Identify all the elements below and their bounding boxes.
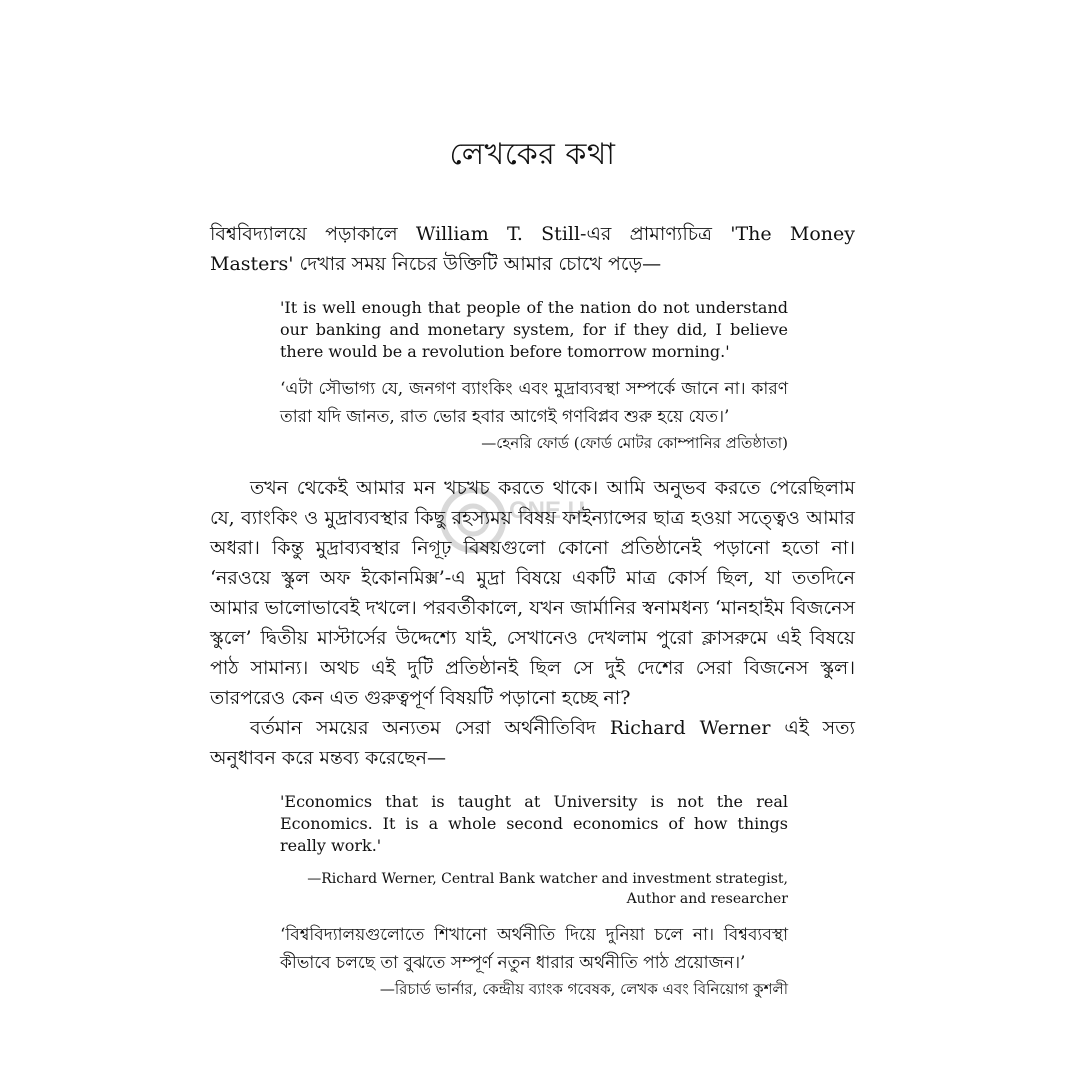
watermark-text: ONE U (509, 497, 585, 524)
body-paragraph-3: বর্তমান সময়ের অন্যতম সেরা অর্থনীতিবিদ Richard Werner এই সত্য অনুধাবন করে মন্তব্য করেছেন— (210, 717, 855, 769)
body-paragraph-2: তখন থেকেই আমার মন খচখচ করতে থাকে। আমি অনুভব করতে পেরেছিলাম যে, ব্যাংকিং ও মুদ্রাব্যবস্থার কিছু রহস্যময় বিষয় ফাইন্যান্সের ছাত্র হওয়া সত্ত্বেও আমার অধরা। কিন্তু মুদ্রাব্যবস্থার নিগূঢ় বিষয়গুলো কোনো প্রতিষ্ঠানেই পড়ানো হতো না। ‘নরওয়ে স্কুল অফ ইকোনমিক্স’-এ মুদ্রা বিষয়ে একটি মাত্র কোর্স ছিল, যা ততদিনে আমার ভালোভাবেই দখলে। পরবর্তীকালে, যখন জার্মানির স্বনামধন্য ‘মানহাইম বিজনেস স্কুলে’ দ্বিতীয় মাস্টার্সের উদ্দেশ্যে যাই, সেখানেও দেখলাম পুরো ক্লাসরুমে এই বিষয়ে পাঠ সামান্য। অথচ এই দুটি প্রতিষ্ঠানই ছিল সে দুই দেশের সেরা বিজনেস স্কুল। তারপরেও কেন এত গুরুত্বপূর্ণ বিষয়টি পড়ানো হচ্ছে না? (210, 477, 855, 709)
quote-attribution: —হেনরি ফোর্ড (ফোর্ড মোটর কোম্পানির প্রতিষ্ঠাতা) (481, 434, 788, 452)
werner-quote-attribution-bangla: —রিচার্ড ভার্নার, কেন্দ্রীয় ব্যাংক গবেষক, লেখক এবং বিনিয়োগ কুশলী (379, 980, 788, 998)
werner-quote-english: 'Economics that is taught at University is not the real Economics. It is a whole second economics of how things really work.' (280, 792, 788, 855)
page-title: লেখকের কথা (449, 137, 616, 172)
quote-bangla: ‘এটা সৌভাগ্য যে, জনগণ ব্যাংকিং এবং মুদ্রাব্যবস্থা সম্পর্কে জানে না। কারণ তারা যদি জানত, রাত ভোর হবার আগেই গণবিপ্লব শুরু হয়ে যেত।’ (280, 379, 788, 427)
werner-quote-attribution-english: —Richard Werner, Central Bank watcher and investment strategist, Author and researcher (307, 871, 788, 907)
werner-quote-bangla: ‘বিশ্ববিদ্যালয়গুলোতে শিখানো অর্থনীতি দিয়ে দুনিয়া চলে না। বিশ্বব্যবস্থা কীভাবে চলছে তা বুঝতে সম্পূর্ণ নতুন ধারার অর্থনীতি পাঠ প্রয়োজন।’ (280, 925, 788, 973)
quote-english: 'It is well enough that people of the nation do not understand our banking and monetary system, for if they did, I believe there would be a revolution before tomorrow morning.' (280, 298, 788, 361)
document-page (210, 130, 855, 1001)
intro-paragraph: বিশ্ববিদ্যালয়ে পড়াকালে William T. Still-এর প্রামাণ্যচিত্র 'The Money Masters' দেখার সময় নিচের উক্তিটি আমার চোখে পড়ে— (210, 223, 855, 275)
